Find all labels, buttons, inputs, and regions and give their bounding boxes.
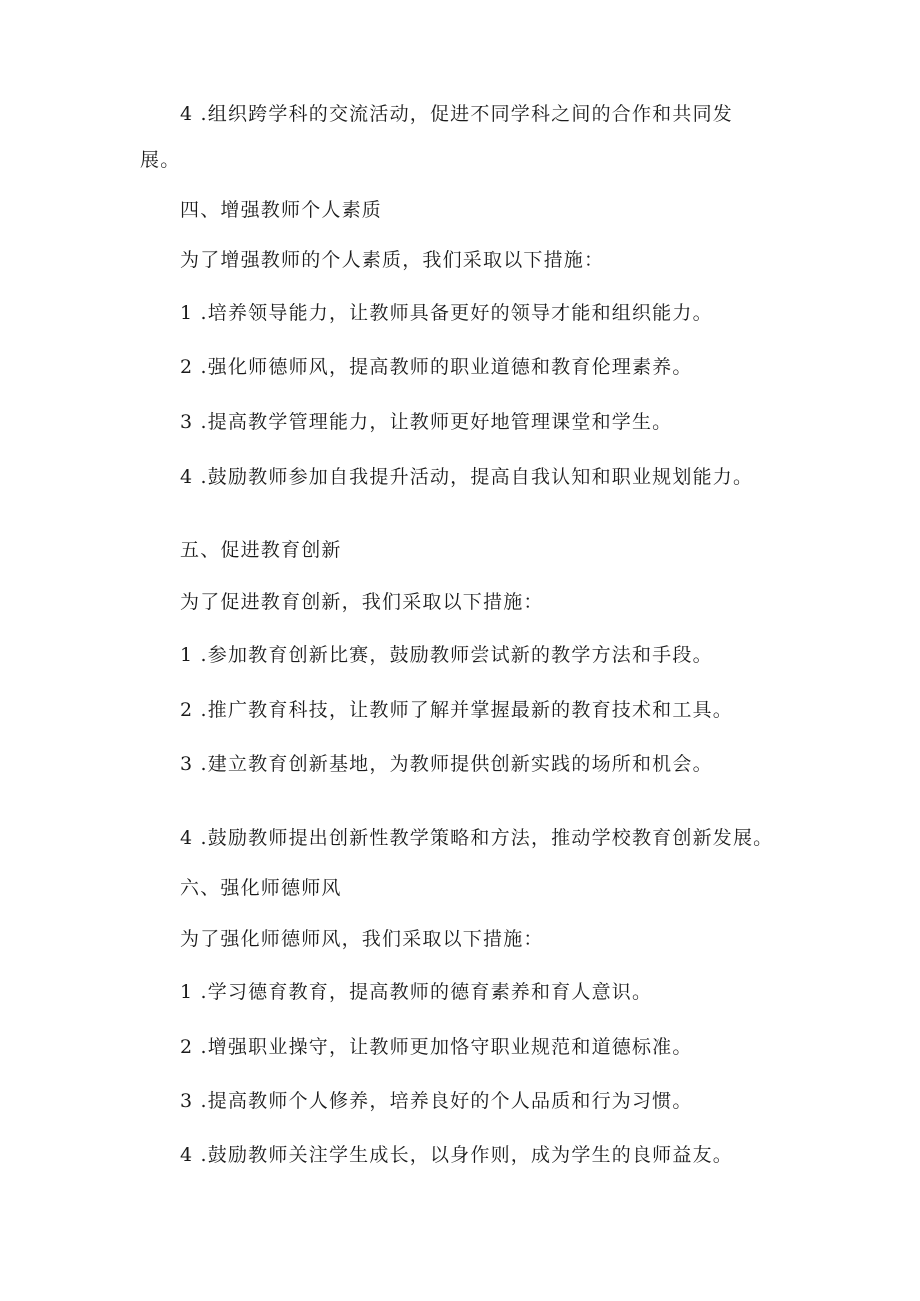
- list-item: 4 .鼓励教师参加自我提升活动，提高自我认知和职业规划能力。: [180, 466, 754, 488]
- paragraph-item4-line1: 4 .组织跨学科的交流活动，促进不同学科之间的合作和共同发: [180, 103, 733, 125]
- list-item: 1 .培养领导能力，让教师具备更好的领导才能和组织能力。: [180, 302, 713, 324]
- list-item: 1 .参加教育创新比赛，鼓励教师尝试新的教学方法和手段。: [180, 644, 713, 666]
- list-item: 3 .提高教师个人修养，培养良好的个人品质和行为习惯。: [180, 1090, 693, 1112]
- list-item: 3 .建立教育创新基地，为教师提供创新实践的场所和机会。: [180, 753, 713, 775]
- list-item: 4 .鼓励教师关注学生成长，以身作则，成为学生的良师益友。: [180, 1144, 733, 1166]
- paragraph-item4-line2: 展。: [140, 149, 181, 171]
- section-intro-5: 为了促进教育创新，我们采取以下措施：: [180, 591, 544, 613]
- list-item: 2 .增强职业操守，让教师更加恪守职业规范和道德标准。: [180, 1036, 693, 1058]
- list-item: 2 .推广教育科技，让教师了解并掌握最新的教育技术和工具。: [180, 699, 733, 721]
- section-intro-4: 为了增强教师的个人素质，我们采取以下措施：: [180, 249, 605, 271]
- list-item: 4 .鼓励教师提出创新性教学策略和方法，推动学校教育创新发展。: [180, 827, 774, 849]
- list-item: 2 .强化师德师风，提高教师的职业道德和教育伦理素养。: [180, 356, 693, 378]
- section-heading-5: 五、促进教育创新: [180, 539, 342, 561]
- list-item: 3 .提高教学管理能力，让教师更好地管理课堂和学生。: [180, 411, 673, 433]
- list-item: 1 .学习德育教育，提高教师的德育素养和育人意识。: [180, 981, 653, 1003]
- section-intro-6: 为了强化师德师风，我们采取以下措施：: [180, 928, 544, 950]
- section-heading-6: 六、强化师德师风: [180, 877, 342, 899]
- section-heading-4: 四、增强教师个人素质: [180, 199, 383, 221]
